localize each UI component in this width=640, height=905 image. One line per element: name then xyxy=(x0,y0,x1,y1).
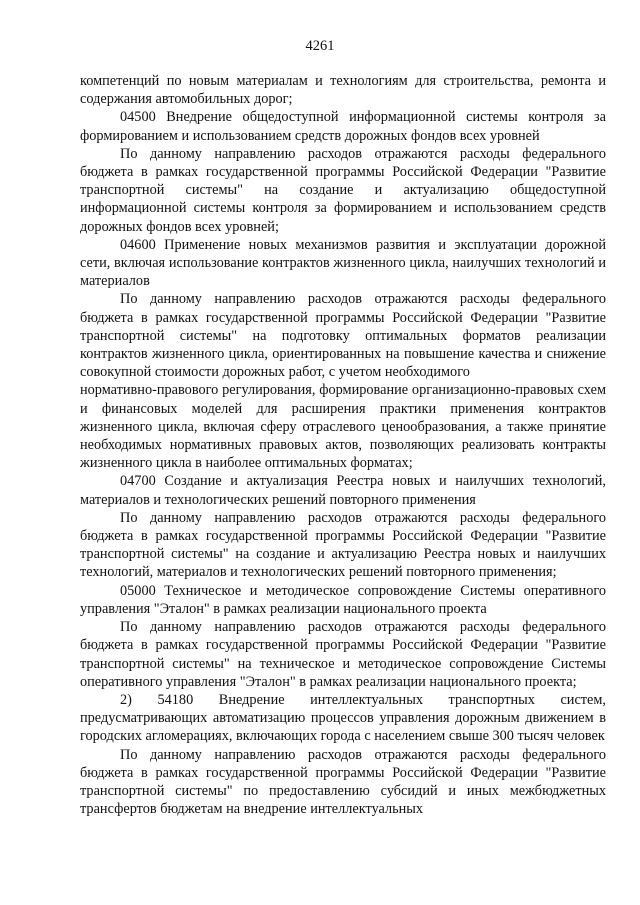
paragraph-description-04500: По данному направлению расходов отражаются расходы федерального бюджета в рамках государственной программы Российской Федерации "Развитие транспортной системы" на создание и актуализацию общедоступной информационной системы контроля за формированием и использованием средств дорожных фондов всех уровней; xyxy=(80,145,606,235)
paragraph-description-04600-cont: нормативно-правового регулирования, формирование организационно-правовых схем и финансовых моделей для расширения практики применения контрактов жизненного цикла, включая сферу отраслевого ценообразования, а также принятие необходимых нормативных правовых актов, позволяющих реализовать контракты жизненного цикла в наиболее оптимальных форматах; xyxy=(80,382,606,472)
paragraph-description-54180: По данному направлению расходов отражаются расходы федерального бюджета в рамках государственной программы Российской Федерации "Развитие транспортной системы" по предоставлению субсидий и иных межбюджетных трансфертов бюджетам на внедрение интеллектуальных xyxy=(80,746,606,818)
paragraph-continuation: компетенций по новым материалам и технологиям для строительства, ремонта и содержания автомобильных дорог; xyxy=(80,73,606,108)
page-number: 4261 xyxy=(305,38,335,54)
paragraph-description-04600: По данному направлению расходов отражаются расходы федерального бюджета в рамках государственной программы Российской Федерации "Развитие транспортной системы" на подготовку оптимальных форматов реализации контрактов жизненного цикла, ориентированных на повышение качества и снижение совокупной стоимости дорожных работ, с учетом необходимого xyxy=(80,291,606,381)
paragraph-heading-04600: 04600 Применение новых механизмов развития и эксплуатации дорожной сети, включая использование контрактов жизненного цикла, наилучших технологий и материалов xyxy=(80,236,606,290)
paragraph-description-05000: По данному направлению расходов отражаются расходы федерального бюджета в рамках государственной программы Российской Федерации "Развитие транспортной системы" на техническое и методическое сопровождение Системы оперативного управления "Эталон" в рамках реализации национального проекта; xyxy=(80,619,606,690)
paragraph-description-04700: По данному направлению расходов отражаются расходы федерального бюджета в рамках государственной программы Российской Федерации "Развитие транспортной системы" на создание и актуализацию Реестра новых и наилучших технологий, материалов и технологических решений повторного применения; xyxy=(80,509,606,581)
paragraph-heading-05000: 05000 Техническое и методическое сопровождение Системы оперативного управления "Эталон" в рамках реализации национального проекта xyxy=(80,582,606,617)
paragraph-heading-54180: 2) 54180 Внедрение интеллектуальных транспортных систем, предусматривающих автоматизацию процессов управления дорожным движением в городских агломерациях, включающих города с населением свыше 300 тысяч человек xyxy=(80,691,606,745)
paragraph-heading-04500: 04500 Внедрение общедоступной информационной системы контроля за формированием и использованием средств дорожных фондов всех уровней xyxy=(80,109,606,144)
document-body xyxy=(80,72,606,818)
paragraph-heading-04700: 04700 Создание и актуализация Реестра новых и наилучших технологий, материалов и технологических решений повторного применения xyxy=(80,473,606,508)
